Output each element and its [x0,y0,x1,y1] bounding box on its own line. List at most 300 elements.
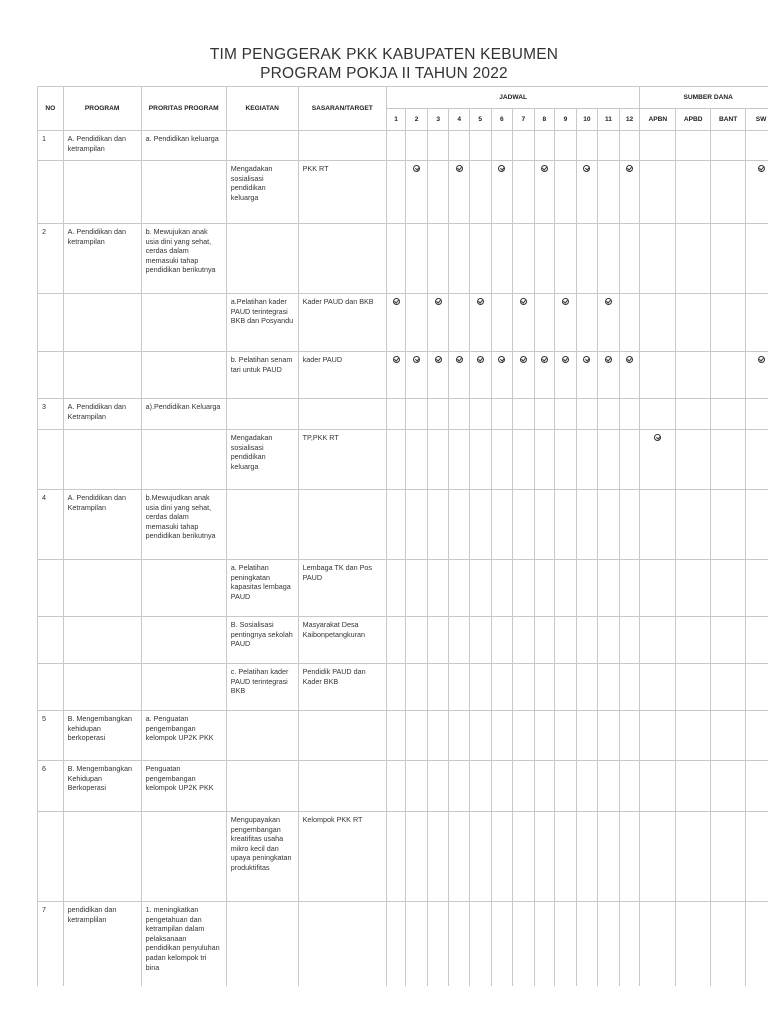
table-row [38,711,768,761]
cell-month [598,617,620,664]
check-circle-icon [654,434,661,441]
cell-month [427,399,449,430]
cell-month [491,161,513,224]
cell-month [619,617,640,664]
cell-fund [711,664,746,711]
header-no: NO [38,87,64,131]
cell-no: 2 [38,224,64,294]
cell-month [449,352,470,399]
cell-month [469,664,491,711]
cell-month [555,711,577,761]
header-fund: APBN [640,109,676,131]
header-fund: BANT [711,109,746,131]
cell-month [449,131,470,161]
cell-month [469,131,491,161]
cell-month [449,224,470,294]
cell-prioritas [141,812,226,902]
cell-fund [676,224,711,294]
cell-kegiatan [226,711,298,761]
cell-fund [711,294,746,352]
cell-month [513,352,535,399]
cell-program [63,430,141,490]
cell-month [491,352,513,399]
cell-month [534,490,555,560]
cell-fund [711,711,746,761]
cell-month [386,617,405,664]
table-row [38,352,768,399]
header-jadwal: JADWAL [386,87,640,109]
cell-prioritas: a. Pendidikan keluarga [141,131,226,161]
table-row [38,664,768,711]
cell-fund [746,560,768,617]
cell-month [513,399,535,430]
cell-fund [676,352,711,399]
cell-month [406,224,428,294]
cell-month [386,761,405,812]
cell-kegiatan [226,224,298,294]
cell-no: 1 [38,131,64,161]
cell-sasaran: kader PAUD [298,352,386,399]
header-kegiatan: KEGIATAN [226,87,298,131]
cell-kegiatan [226,902,298,987]
cell-month [427,131,449,161]
header-fund: APBD [676,109,711,131]
cell-month [534,560,555,617]
cell-month [449,812,470,902]
check-circle-icon [626,165,633,172]
check-circle-icon [456,165,463,172]
cell-month [386,812,405,902]
cell-program [63,560,141,617]
cell-sasaran: Masyarakat Desa Kaibonpetangkuran [298,617,386,664]
cell-fund [676,617,711,664]
cell-prioritas: 1. meningkatkan pengetahuan dan ketrampilan dalam pelaksanaan pendidikan penyuluhan padan kelompok tri bina [141,902,226,987]
cell-month [576,352,598,399]
cell-prioritas: Penguatan pengembangan kelompok UP2K PKK [141,761,226,812]
cell-month [555,617,577,664]
cell-fund [640,352,676,399]
cell-fund [711,761,746,812]
cell-month [386,352,405,399]
cell-fund [640,490,676,560]
cell-month [406,430,428,490]
check-circle-icon [758,356,765,363]
table-row [38,294,768,352]
cell-program [63,664,141,711]
cell-fund [640,560,676,617]
check-circle-icon [583,356,590,363]
program-table-container [37,86,768,986]
cell-fund [640,161,676,224]
cell-program: A. Pendidikan dan ketrampilan [63,131,141,161]
header-prioritas: PRORITAS PROGRAM [141,87,226,131]
cell-month [386,560,405,617]
cell-month [534,761,555,812]
cell-month [469,812,491,902]
cell-program: B. Mengembangkan Kehidupan Berkoperasi [63,761,141,812]
header-month: 1 [386,109,405,131]
cell-fund [711,430,746,490]
cell-month [491,294,513,352]
check-circle-icon [562,298,569,305]
header-sumber-dana: SUMBER DANA [640,87,768,109]
cell-month [386,399,405,430]
cell-month [513,761,535,812]
cell-month [534,224,555,294]
cell-month [534,711,555,761]
cell-month [491,902,513,987]
cell-month [576,560,598,617]
cell-kegiatan [226,399,298,430]
cell-kegiatan [226,490,298,560]
cell-fund [746,430,768,490]
cell-prioritas [141,430,226,490]
cell-month [555,131,577,161]
cell-month [555,761,577,812]
cell-month [427,902,449,987]
cell-month [469,294,491,352]
cell-month [427,617,449,664]
cell-month [427,430,449,490]
cell-month [469,352,491,399]
cell-month [598,490,620,560]
cell-month [406,761,428,812]
cell-month [619,294,640,352]
cell-sasaran [298,131,386,161]
cell-fund [711,560,746,617]
header-month: 11 [598,109,620,131]
cell-month [427,761,449,812]
cell-fund [676,161,711,224]
program-table [37,86,768,986]
cell-month [534,812,555,902]
cell-month [576,224,598,294]
cell-fund [676,711,711,761]
cell-month [555,902,577,987]
cell-month [598,131,620,161]
cell-month [406,664,428,711]
cell-fund [711,161,746,224]
cell-month [469,399,491,430]
cell-prioritas: b. Mewujukan anak usia dini yang sehat, cerdas dalam memasuki tahap pendidikan berikutnya [141,224,226,294]
cell-month [555,399,577,430]
check-circle-icon [393,298,400,305]
cell-month [513,131,535,161]
cell-month [576,902,598,987]
table-row [38,161,768,224]
cell-kegiatan: Mengadakan sosialisasi pendidikan keluarga [226,430,298,490]
cell-fund [676,664,711,711]
cell-month [513,711,535,761]
cell-month [449,399,470,430]
cell-month [534,161,555,224]
cell-program: A. Pendidikan dan Ketrampilan [63,490,141,560]
cell-month [534,131,555,161]
cell-fund [676,490,711,560]
cell-month [449,617,470,664]
cell-month [619,490,640,560]
cell-month [534,352,555,399]
cell-month [576,294,598,352]
cell-month [576,161,598,224]
cell-fund [640,131,676,161]
cell-month [598,161,620,224]
cell-month [576,761,598,812]
cell-kegiatan: b. Pelatihan senam tari untuk PAUD [226,352,298,399]
cell-program [63,812,141,902]
check-circle-icon [413,165,420,172]
cell-month [491,224,513,294]
cell-fund [711,399,746,430]
cell-month [427,560,449,617]
table-row [38,224,768,294]
cell-fund [711,352,746,399]
cell-fund [746,761,768,812]
cell-month [449,761,470,812]
cell-prioritas [141,664,226,711]
cell-month [598,902,620,987]
cell-month [386,430,405,490]
cell-fund [746,161,768,224]
cell-month [619,761,640,812]
document-subtitle: PROGRAM POKJA II TAHUN 2022 [260,65,508,82]
cell-fund [640,294,676,352]
cell-prioritas: b.Mewujudkan anak usia dini yang sehat, cerdas dalam memasuki tahap pendidikan berikutnya [141,490,226,560]
cell-month [491,711,513,761]
table-row [38,902,768,987]
cell-fund [746,664,768,711]
table-row [38,490,768,560]
cell-month [386,161,405,224]
check-circle-icon [477,298,484,305]
cell-sasaran [298,224,386,294]
cell-month [406,352,428,399]
cell-fund [676,761,711,812]
cell-no [38,161,64,224]
document-title: TIM PENGGERAK PKK KABUPATEN KEBUMEN [209,46,559,63]
cell-month [491,399,513,430]
cell-month [513,294,535,352]
cell-no [38,560,64,617]
cell-month [619,812,640,902]
cell-sasaran: TP,PKK RT [298,430,386,490]
cell-month [386,490,405,560]
cell-month [555,490,577,560]
cell-month [619,131,640,161]
cell-month [406,902,428,987]
cell-fund [640,224,676,294]
cell-month [449,294,470,352]
cell-kegiatan: a.Pelatihan kader PAUD terintegrasi BKB dan Posyandu [226,294,298,352]
cell-no [38,352,64,399]
cell-sasaran: Kelompok PKK RT [298,812,386,902]
cell-month [598,430,620,490]
cell-month [598,812,620,902]
cell-month [449,902,470,987]
cell-month [598,399,620,430]
header-month: 6 [491,109,513,131]
cell-month [576,430,598,490]
cell-month [619,560,640,617]
check-circle-icon [393,356,400,363]
cell-month [619,224,640,294]
cell-month [513,617,535,664]
cell-month [598,352,620,399]
cell-month [598,711,620,761]
cell-month [576,664,598,711]
check-circle-icon [456,356,463,363]
cell-month [449,664,470,711]
cell-fund [676,430,711,490]
header-month: 5 [469,109,491,131]
cell-fund [676,131,711,161]
cell-month [513,812,535,902]
cell-month [491,617,513,664]
table-row [38,430,768,490]
cell-fund [746,490,768,560]
cell-month [491,560,513,617]
cell-fund [676,560,711,617]
header-month: 2 [406,109,428,131]
cell-month [386,294,405,352]
cell-month [386,902,405,987]
cell-month [555,812,577,902]
cell-fund [711,131,746,161]
cell-sasaran: Lembaga TK dan Pos PAUD [298,560,386,617]
cell-no [38,812,64,902]
cell-kegiatan: B. Sosialisasi pentingnya sekolah PAUD [226,617,298,664]
cell-fund [746,294,768,352]
cell-program [63,352,141,399]
cell-prioritas [141,161,226,224]
cell-month [619,664,640,711]
cell-month [619,902,640,987]
cell-fund [746,224,768,294]
table-row [38,399,768,430]
cell-month [491,761,513,812]
cell-no [38,664,64,711]
cell-month [555,224,577,294]
cell-month [576,131,598,161]
cell-month [406,490,428,560]
cell-fund [711,812,746,902]
cell-month [513,490,535,560]
cell-month [619,430,640,490]
cell-month [449,490,470,560]
cell-month [555,664,577,711]
cell-program: A. Pendidikan dan Ketrampilan [63,399,141,430]
cell-fund [711,617,746,664]
cell-fund [640,812,676,902]
cell-month [427,352,449,399]
cell-month [386,664,405,711]
cell-fund [640,664,676,711]
cell-month [427,711,449,761]
cell-kegiatan [226,761,298,812]
cell-month [469,617,491,664]
cell-month [513,902,535,987]
cell-month [406,812,428,902]
cell-month [386,711,405,761]
cell-month [449,430,470,490]
cell-month [491,664,513,711]
cell-month [469,761,491,812]
cell-kegiatan [226,131,298,161]
cell-month [534,902,555,987]
cell-month [513,161,535,224]
cell-program: pendidikan dan ketramplilan [63,902,141,987]
cell-month [555,430,577,490]
cell-fund [676,294,711,352]
cell-no: 7 [38,902,64,987]
cell-fund [746,902,768,987]
table-row [38,131,768,161]
cell-month [491,131,513,161]
cell-no [38,617,64,664]
cell-month [555,560,577,617]
cell-month [555,294,577,352]
cell-month [534,664,555,711]
cell-month [513,664,535,711]
cell-no: 6 [38,761,64,812]
cell-prioritas [141,560,226,617]
cell-month [406,294,428,352]
cell-month [491,812,513,902]
cell-month [469,902,491,987]
table-row [38,617,768,664]
cell-month [491,490,513,560]
cell-month [513,224,535,294]
cell-no [38,294,64,352]
header-program: PROGRAM [63,87,141,131]
cell-month [555,161,577,224]
header-month: 9 [555,109,577,131]
cell-month [469,430,491,490]
check-circle-icon [520,298,527,305]
cell-month [406,560,428,617]
header-month: 12 [619,109,640,131]
cell-fund [640,761,676,812]
cell-no [38,430,64,490]
cell-month [427,490,449,560]
cell-month [469,224,491,294]
cell-month [427,294,449,352]
cell-month [534,294,555,352]
cell-no: 4 [38,490,64,560]
cell-month [406,131,428,161]
cell-month [427,161,449,224]
check-circle-icon [498,356,505,363]
cell-month [619,161,640,224]
cell-month [619,352,640,399]
cell-program [63,617,141,664]
check-circle-icon [435,298,442,305]
check-circle-icon [562,356,569,363]
cell-month [406,711,428,761]
cell-month [619,711,640,761]
check-circle-icon [758,165,765,172]
check-circle-icon [605,356,612,363]
cell-sasaran [298,761,386,812]
cell-month [427,224,449,294]
cell-month [406,161,428,224]
cell-month [449,560,470,617]
cell-fund [640,430,676,490]
cell-month [406,617,428,664]
cell-month [576,711,598,761]
check-circle-icon [541,165,548,172]
cell-month [449,161,470,224]
